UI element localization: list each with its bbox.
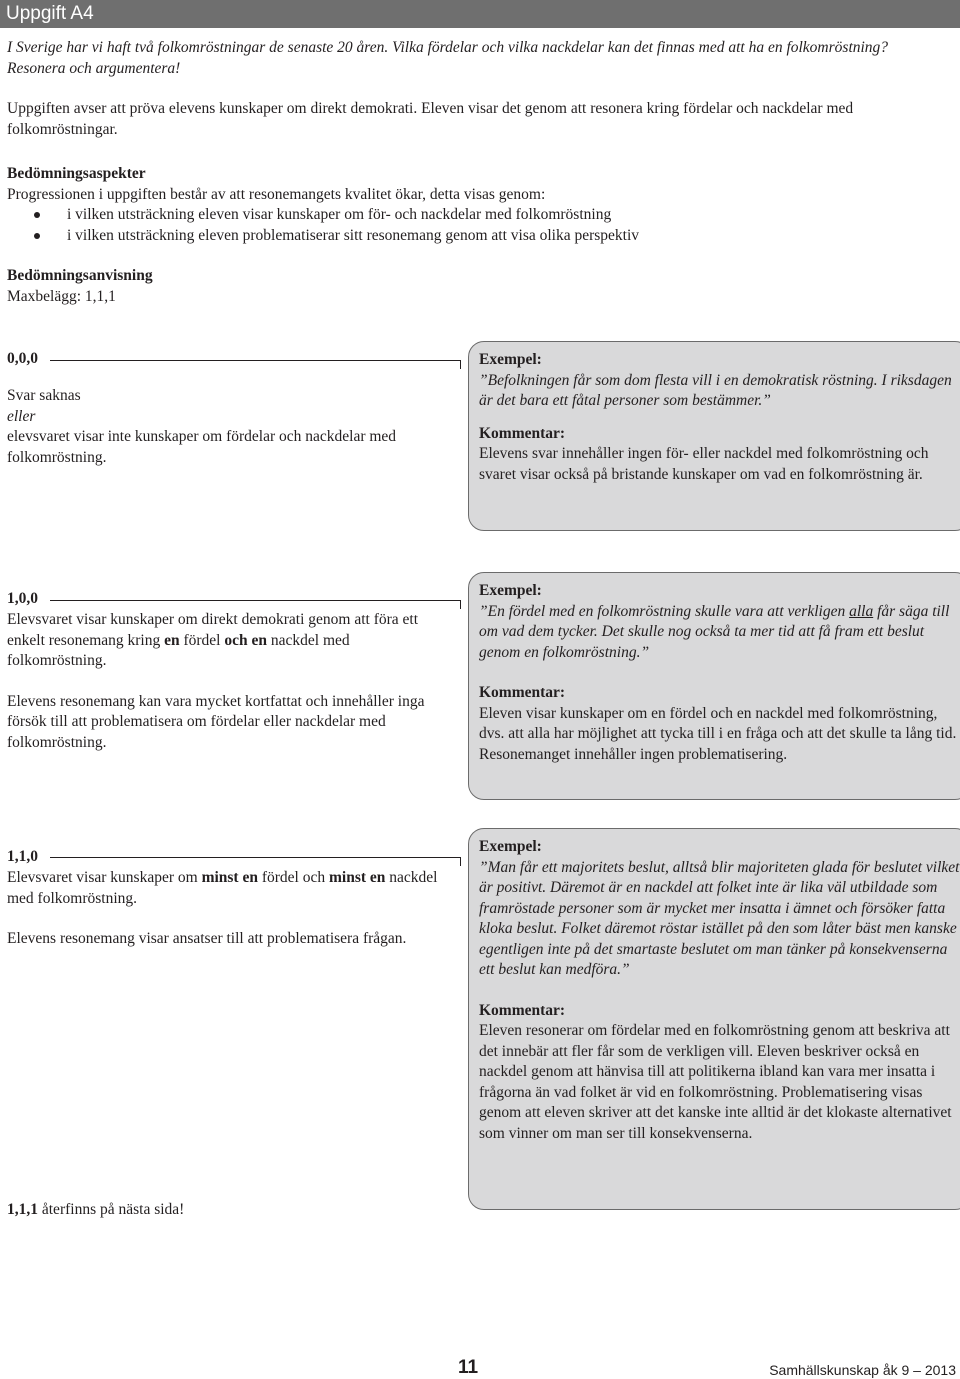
score-divider: [50, 600, 460, 601]
example-label: Exempel:: [479, 351, 542, 368]
example-text: ”En fördel med en folkomröstning skulle vara att verkligen alla får säga till om vad dem tycker. Det skulle nog också ta mer tid att få fram ett beslut genom en folkomröstning.”: [479, 602, 950, 661]
example-text: ”Befolkningen får som dom flesta vill i en demokratisk röstning. I riksdagen är det bara ett fåtal personer som bestämmer.”: [479, 371, 952, 409]
comment-text: Eleven visar kunskaper om en fördel och en nackdel med folkomröstning, dvs. att alla har möjlighet att tycka till i en fråga och att det skulle ta lång tid. Resonemanget innehåller ingen problematisering.: [479, 704, 957, 763]
score-1-1-0: 1,1,0: [7, 848, 38, 865]
list-item: i vilken utsträckning eleven visar kunskaper om för- och nackdelar med folkomröstning: [7, 205, 937, 226]
level-1-0-0-text: Elevsvaret visar kunskaper om direkt demokrati genom att föra ett enkelt resonemang kring en fördel och en nackdel med folkomröstning. Elevens resonemang kan vara mycket kortfattat och innehåller inga försök till att problematisera om fördelar eller nackdelar med folkomröstning.: [7, 611, 425, 751]
score-0-0-0: 0,0,0: [7, 350, 38, 367]
bullet-icon: [34, 233, 40, 239]
comment-label: Kommentar:: [479, 424, 566, 442]
score-divider: [50, 360, 460, 361]
max-score: Maxbelägg: 1,1,1: [7, 287, 116, 305]
example-text: ”Man får ett majoritets beslut, alltså blir majoriteten glada för beslutet vilket är positivt. Däremot är en nackdel att folket inte är lika väl utbildade som framröstade personer som är mycket mer insatta i ämnet och försöker fatta kloka beslut. Folket däremot röstar istället på den som låter bäst men kanske egentligen inte på det smartaste beslutet om man tänker på konsekvenserna ett beslut kan medföra.”: [479, 858, 960, 978]
task-question: I Sverige har vi haft två folkomröstningar de senaste 20 åren. Vilka fördelar och vilka nackdelar kan det finnas med att ha en folkomröstning? Resonera och argumentera!: [7, 39, 889, 77]
example-box-0-0-0: [468, 341, 960, 531]
intro: [7, 38, 937, 140]
list-item: i vilken utsträckning eleven problematiserar sitt resonemang genom att visa olika perspektiv: [7, 226, 937, 247]
example-box-1-1-0: [468, 828, 960, 1210]
assessment-guidance: [7, 266, 407, 307]
aspects-heading: Bedömningsaspekter: [7, 165, 146, 182]
level-0-0-0-text: Svar saknas eller elevsvaret visar inte kunskaper om fördelar och nackdelar med folkomröstning.: [7, 387, 397, 466]
header-bar: [0, 0, 960, 28]
score-1-0-0: 1,0,0: [7, 590, 38, 607]
task-purpose: Uppgiften avser att pröva elevens kunskaper om direkt demokrati. Eleven visar det genom att resonera kring fördelar och nackdelar med folkomröstningar.: [7, 100, 854, 138]
bullet-icon: [34, 212, 40, 218]
example-label: Exempel:: [479, 838, 542, 855]
guidance-heading: Bedömningsanvisning: [7, 267, 153, 284]
comment-label: Kommentar:: [479, 684, 566, 701]
comment-text: Eleven resonerar om fördelar med en folkomröstning genom att beskriva att det innebär att fler får som de verkligen vill. Eleven beskriver också en nackdel genom att hänvisa till att politikerna ibland kan vara mer insatta i frågorna än vad folket är vid en folkomröstning. Problematisering visas genom att eleven skriver att det kanske inte alltid är det klokaste alternativet som vinner om man ser till konsekvenserna.: [479, 1022, 952, 1142]
level-1-1-0-text: Elevsvaret visar kunskaper om minst en fördel och minst en nackdel med folkomröstning. Elevens resonemang visar ansatser till att problematisera frågan.: [7, 869, 438, 947]
comment-text: Elevens svar innehåller ingen för- eller nackdel med folkomröstning och svaret visar också på bristande kunskaper om vad en folkomröstning är.: [479, 445, 929, 483]
comment-label: Kommentar:: [479, 1001, 566, 1019]
aspects-list: [7, 205, 937, 246]
next-page-note: 1,1,1 återfinns på nästa sida!: [7, 1201, 185, 1218]
score-divider: [50, 857, 460, 858]
aspects-lead: Progressionen i uppgiften består av att resonemangets kvalitet ökar, detta visas genom:: [7, 185, 546, 203]
example-box-1-0-0: [468, 572, 960, 800]
example-label: Exempel:: [479, 582, 542, 599]
footer-subject: Samhällskunskap åk 9 – 2013: [769, 1362, 956, 1378]
page-title: Uppgift A4: [6, 3, 94, 24]
assessment-aspects: [7, 164, 937, 246]
page-number: 11: [458, 1357, 479, 1378]
